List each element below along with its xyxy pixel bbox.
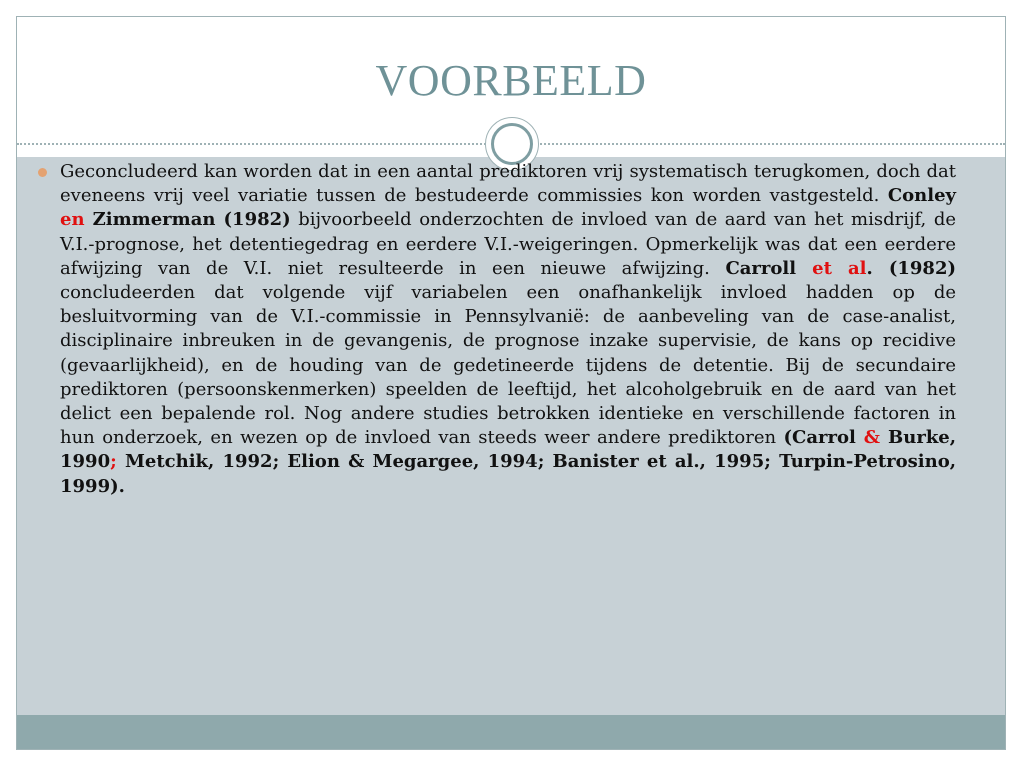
emphasis-semicolon: ; xyxy=(110,451,117,473)
text-segment: Geconcludeerd kan worden dat in een aantal prediktoren vrij systematisch terugkomen, doch dat eveneens vrij veel variatie tussen de bestudeerde commissies kon worden vastgesteld. xyxy=(60,161,956,207)
author-name: Carroll xyxy=(725,257,813,279)
text-segment: bijvoorbeeld onderzochten de invloed van de aard van het misdrijf, de V.I.-prognose, het detentiegedrag en eerdere V.I.-weigeringen. Opmerkelijk was dat een eerdere afwijzing van de V.I. niet resulteerde in een nieuwe afwijzing. xyxy=(60,209,957,279)
emphasis-ampersand: & xyxy=(863,427,881,449)
citation: Burke, 1990 xyxy=(60,427,957,473)
emphasis-conjunction: en xyxy=(60,209,85,231)
text-segment: concludeerden dat volgende vijf variabelen een onafhankelijk invloed hadden op de besluitvorming van de V.I.-commissie in Pennsylvanië: de aanbeveling van de case-analist, disciplinaire inbreuken in de gevangenis, de prognose inzake supervisie, de kans op recidive (gevaarlijkheid), en de houding van de gedetineerde tijdens de detentie. Bij de secundaire prediktoren (persoonskenmerken) speelden de leeftijd, het alcoholgebruik en de aard van het delict een bepalende rol. Nog andere studies betrokken identieke en verschillende factoren in hun onderzoek, en wezen op de invloed van steeds weer andere prediktoren xyxy=(60,282,956,449)
footer-band xyxy=(17,715,1005,749)
citation-year: . (1982) xyxy=(866,257,956,279)
emphasis-et-al: et al xyxy=(812,257,867,279)
bullet-item xyxy=(38,160,956,499)
author-name: Conley xyxy=(887,185,956,207)
citation: Metchik, 1992; Elion & Megargee, 1994; Banister et al., 1995; Turpin-Petrosino, 1999). xyxy=(60,451,956,497)
author-name: Zimmerman (1982) xyxy=(84,209,291,231)
bullet-paragraph xyxy=(60,160,956,499)
slide-title: VOORBEELD xyxy=(375,56,647,105)
bullet-list xyxy=(38,160,956,499)
bullet-dot-icon xyxy=(38,168,47,177)
citation: (Carrol xyxy=(783,427,864,449)
